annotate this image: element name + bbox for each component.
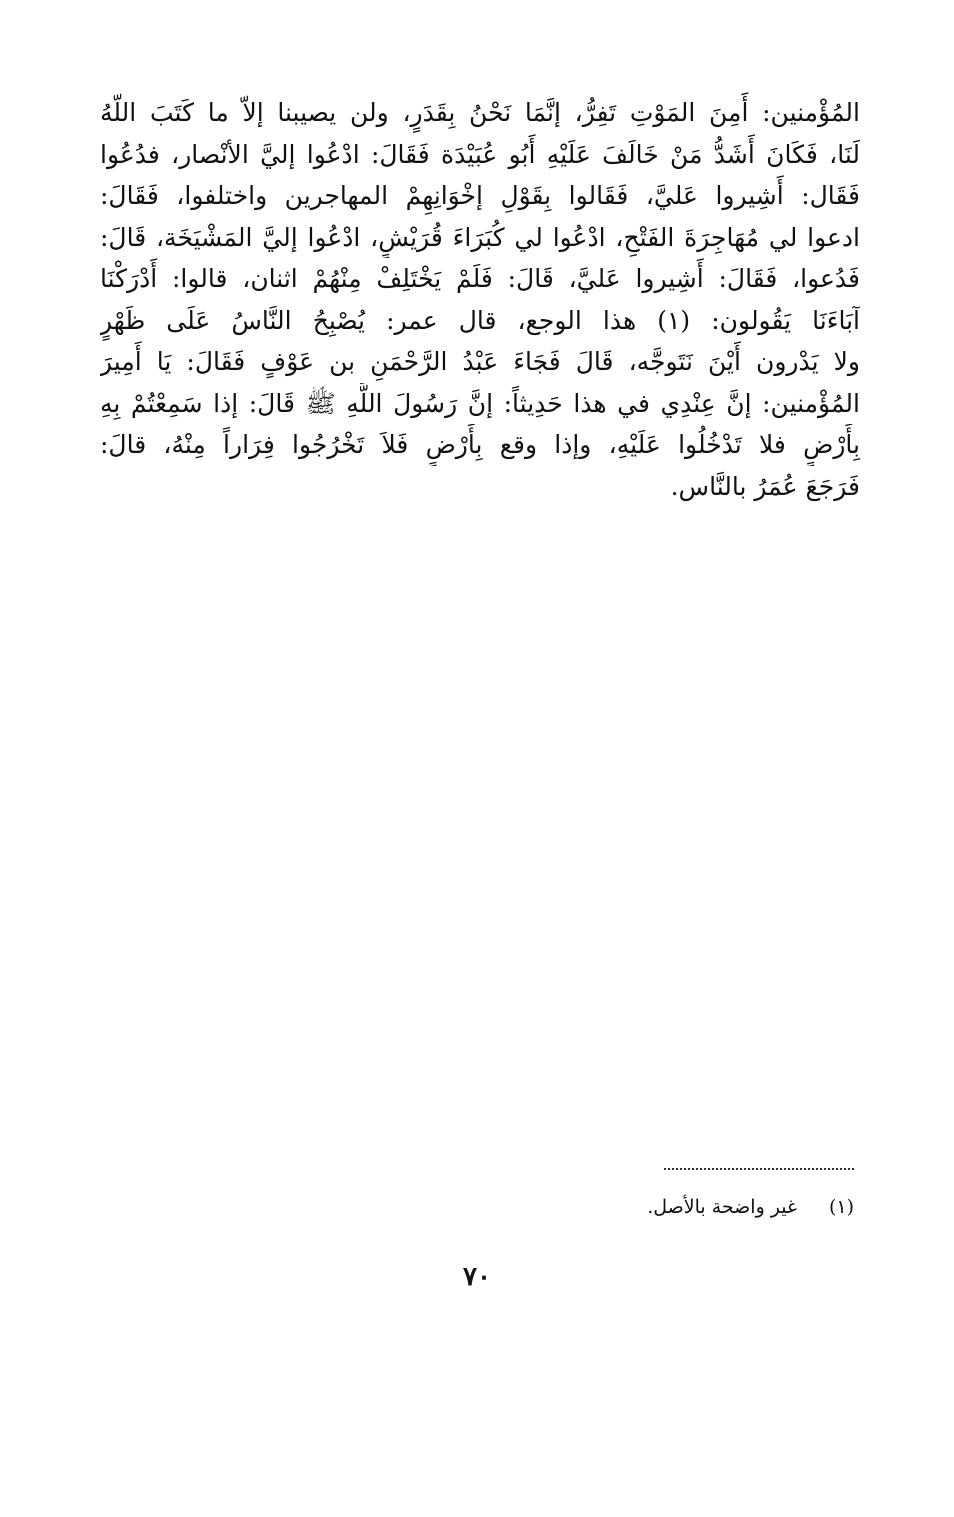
text-line: لَنَا، فَكَانَ أَشَدُّ مَنْ خَالَفَ عَلَيْهِ أَبُو عُبَيْدَة فَقَالَ: ادْعُوا إليَّ الأنْصار، فدُعُوا	[100, 139, 860, 169]
footnote-marker: (١)	[828, 1196, 854, 1218]
main-text-block	[100, 92, 860, 507]
text-line: آبَاءَنَا يَقُولون: (١) هذا الوجع، قال عمر: يُصْبِحُ النَّاسُ عَلَى ظَهْرٍ	[100, 305, 860, 335]
footnote-text: غير واضحة بالأصل.	[647, 1196, 797, 1218]
text-line: ولا يَدْرون أَيْنَ نَتَوجَّه، قَالَ فَجَاءَ عَبْدُ الرَّحْمَنِ بن عَوْفٍ فَقَالَ: يَا أَمِيرَ	[100, 347, 860, 376]
page-number: ٧٠	[463, 1262, 491, 1292]
text-line: المُؤْمنين: إنَّ عِنْدِي في هذا حَدِيثاً: إنَّ رَسُولَ اللَّهِ ﷺ قَالَ: إذا سَمِعْتُمْ بِهِ	[100, 388, 860, 418]
footnote-separator	[664, 1168, 854, 1170]
text-line: فَقَال: أَشِيروا عَليَّ، فَقَالوا بِقَوْلِ إخْوَانِهِمْ المهاجرين واختلفوا، فَقَالَ:	[100, 181, 860, 210]
text-line: ادعوا لي مُهَاجِرَةَ الفَتْحِ، ادْعُوا لي كُبَرَاءَ قُرَيْشٍ، ادْعُوا إليَّ المَشْيَخَة، قَالَ:	[100, 222, 860, 252]
footnote	[454, 1192, 854, 1222]
text-line: فَدُعوا، فَقَالَ: أَشِيروا عَليَّ، قَالَ: فَلَمْ يَخْتَلِفْ مِنْهُمْ اثنان، قالوا: أَدْرَكْنَا	[100, 264, 860, 293]
text-line: فَرَجَعَ عُمَرُ بالنَّاس.	[670, 471, 860, 501]
text-line: المُؤْمنين: أَمِنَ المَوْتِ تَفِرُّ، إنَّمَا نَحْنُ بِقَدَرٍ، ولن يصيبنا إلاّ ما كَتَبَ اللّهُ	[100, 98, 860, 127]
text-line: بِأَرْضٍ فلا تَدْخُلُوا عَلَيْهِ، وإذا وقع بِأَرْضٍ فَلاَ تَخْرُجُوا فِرَاراً مِنْهُ، قالَ:	[100, 430, 860, 459]
